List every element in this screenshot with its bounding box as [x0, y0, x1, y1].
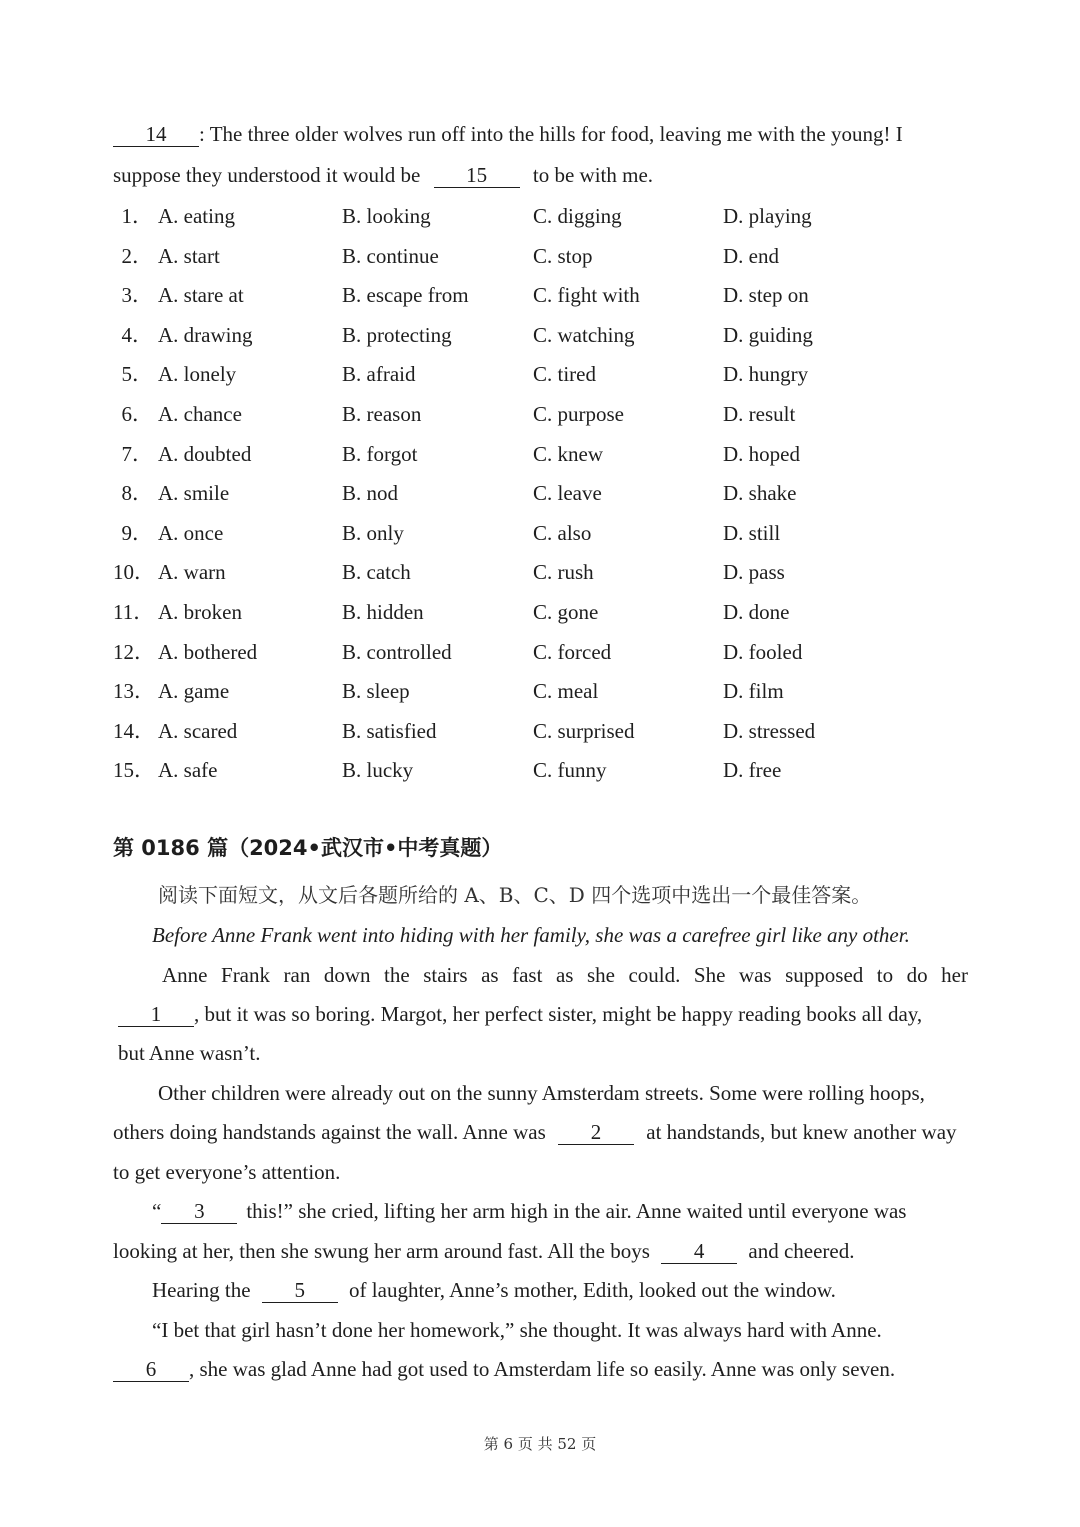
option-d: D. stressed [723, 719, 816, 743]
option-b: B. afraid [342, 362, 416, 386]
blank-1: 1 [118, 1002, 194, 1027]
option-d: D. end [723, 244, 779, 268]
p3-text-1: this!” she cried, lifting her arm high in the air. Anne waited until everyone was [246, 1199, 907, 1223]
option-a: A. game [158, 679, 230, 703]
option-b: B. protecting [342, 323, 452, 347]
p3-line-2 [113, 1236, 855, 1266]
p1-text-3: but Anne wasn’t. [118, 1041, 261, 1065]
option-a: A. warn [158, 560, 226, 584]
option-number: 10． [113, 560, 155, 584]
blank-3: 3 [161, 1199, 237, 1224]
passage-end-text-1: : The three older wolves run off into the hills for food, leaving me with the young! I [199, 122, 903, 146]
p3-text-2b: and cheered. [748, 1239, 855, 1263]
option-b: B. satisfied [342, 719, 437, 743]
option-d: D. done [723, 600, 790, 624]
blank-2: 2 [558, 1120, 634, 1145]
p2-line-2 [113, 1117, 957, 1147]
p4-text-b: of laughter, Anne’s mother, Edith, looked out the window. [349, 1278, 836, 1302]
option-d: D. step on [723, 283, 809, 307]
option-a: A. scared [158, 719, 238, 743]
option-c: C. watching [533, 323, 635, 347]
option-a: A. once [158, 521, 224, 545]
option-d: D. fooled [723, 640, 803, 664]
blank-5: 5 [262, 1278, 338, 1303]
option-b: B. forgot [342, 442, 418, 466]
option-a: A. stare at [158, 283, 244, 307]
passage-end-text-2b: to be with me. [532, 163, 654, 187]
option-number: 7． [121, 442, 153, 466]
option-number: 5． [121, 362, 153, 386]
passage-end-text-2a: suppose they understood it would be [113, 163, 421, 187]
page-footer: 第 6 页 共 52 页 [483, 1435, 597, 1453]
p3-line-1 [152, 1196, 906, 1226]
option-a: A. chance [158, 402, 242, 426]
passage-end-line-2 [113, 160, 653, 190]
blank-15: 15 [434, 163, 520, 188]
option-a: A. eating [158, 204, 235, 228]
option-d: D. guiding [723, 323, 813, 347]
p5-text-2: , she was glad Anne had got used to Amsterdam life so easily. Anne was only seven. [189, 1357, 896, 1381]
option-b: B. reason [342, 402, 422, 426]
option-a: A. broken [158, 600, 242, 624]
p2-text-2a: others doing handstands against the wall. Anne was [113, 1120, 546, 1144]
p3-quote-open: “ [152, 1199, 162, 1223]
option-b: B. continue [342, 244, 439, 268]
option-b: B. nod [342, 481, 399, 505]
option-d: D. shake [723, 481, 797, 505]
option-number: 13． [113, 679, 155, 703]
p3-text-2a: looking at her, then she swung her arm around fast. All the boys [113, 1239, 650, 1263]
option-d: D. playing [723, 204, 812, 228]
option-a: A. bothered [158, 640, 258, 664]
p2-line-1 [158, 1078, 925, 1108]
option-number: 14． [113, 719, 155, 743]
option-a: A. drawing [158, 323, 253, 347]
option-c: C. also [533, 521, 592, 545]
p2-text-2b: at handstands, but knew another way [646, 1120, 957, 1144]
option-c: C. rush [533, 560, 594, 584]
passage-end-line-1 [113, 119, 903, 149]
option-c: C. meal [533, 679, 599, 703]
option-d: D. pass [723, 560, 785, 584]
option-c: C. gone [533, 600, 599, 624]
option-number: 6． [121, 402, 153, 426]
option-b: B. controlled [342, 640, 452, 664]
option-number: 4． [121, 323, 153, 347]
option-b: B. escape from [342, 283, 469, 307]
option-b: B. sleep [342, 679, 410, 703]
option-number: 1． [121, 204, 153, 228]
section-instruction: 阅读下面短文，从文后各题所给的 A、B、C、D 四个选项中选出一个最佳答案。 [158, 883, 872, 907]
option-a: A. start [158, 244, 220, 268]
option-b: B. catch [342, 560, 411, 584]
option-d: D. hungry [723, 362, 809, 386]
option-d: D. still [723, 521, 781, 545]
option-c: C. surprised [533, 719, 635, 743]
option-d: D. film [723, 679, 784, 703]
option-c: C. forced [533, 640, 612, 664]
option-a: A. doubted [158, 442, 252, 466]
option-number: 11． [113, 600, 155, 624]
option-d: D. result [723, 402, 796, 426]
p1-line-3 [118, 1038, 261, 1068]
option-c: C. tired [533, 362, 596, 386]
option-b: B. looking [342, 204, 431, 228]
option-b: B. lucky [342, 758, 414, 782]
p1-text-1: Anne Frank ran down the stairs as fast as she could. She was supposed to do her [162, 963, 968, 987]
option-number: 8． [121, 481, 153, 505]
option-c: C. digging [533, 204, 622, 228]
option-a: A. safe [158, 758, 218, 782]
section-heading: 第 0186 篇（2024•武汉市•中考真题） [113, 836, 503, 860]
option-a: A. lonely [158, 362, 237, 386]
option-c: C. purpose [533, 402, 624, 426]
p1-text-2: , but it was so boring. Margot, her perfect sister, might be happy reading books all day, [194, 1002, 923, 1026]
option-number: 15． [113, 758, 155, 782]
option-number: 3． [121, 283, 153, 307]
p5-text-1: “I bet that girl hasn’t done her homework,” she thought. It was always hard with Anne. [152, 1318, 882, 1342]
p2-text-1: Other children were already out on the sunny Amsterdam streets. Some were rolling hoops, [158, 1081, 925, 1105]
option-b: B. only [342, 521, 404, 545]
p2-text-3: to get everyone’s attention. [113, 1160, 341, 1184]
blank-14: 14 [113, 122, 199, 147]
p2-line-3 [113, 1157, 340, 1187]
option-number: 9． [121, 521, 153, 545]
p4-line-1 [152, 1275, 836, 1305]
blank-6: 6 [113, 1357, 189, 1382]
section-intro: Before Anne Frank went into hiding with her family, she was a carefree girl like any other. [152, 923, 910, 947]
option-d: D. hoped [723, 442, 800, 466]
p1-line-2 [118, 999, 922, 1029]
option-number: 12． [113, 640, 155, 664]
option-d: D. free [723, 758, 782, 782]
option-c: C. funny [533, 758, 607, 782]
p1-line-1 [162, 960, 968, 990]
blank-4: 4 [661, 1239, 737, 1264]
option-c: C. leave [533, 481, 602, 505]
option-c: C. stop [533, 244, 593, 268]
option-a: A. smile [158, 481, 230, 505]
p5-line-1 [152, 1315, 882, 1345]
p5-line-2 [113, 1354, 895, 1384]
p4-text-a: Hearing the [152, 1278, 251, 1302]
option-b: B. hidden [342, 600, 424, 624]
option-c: C. knew [533, 442, 603, 466]
option-number: 2． [121, 244, 153, 268]
option-c: C. fight with [533, 283, 640, 307]
